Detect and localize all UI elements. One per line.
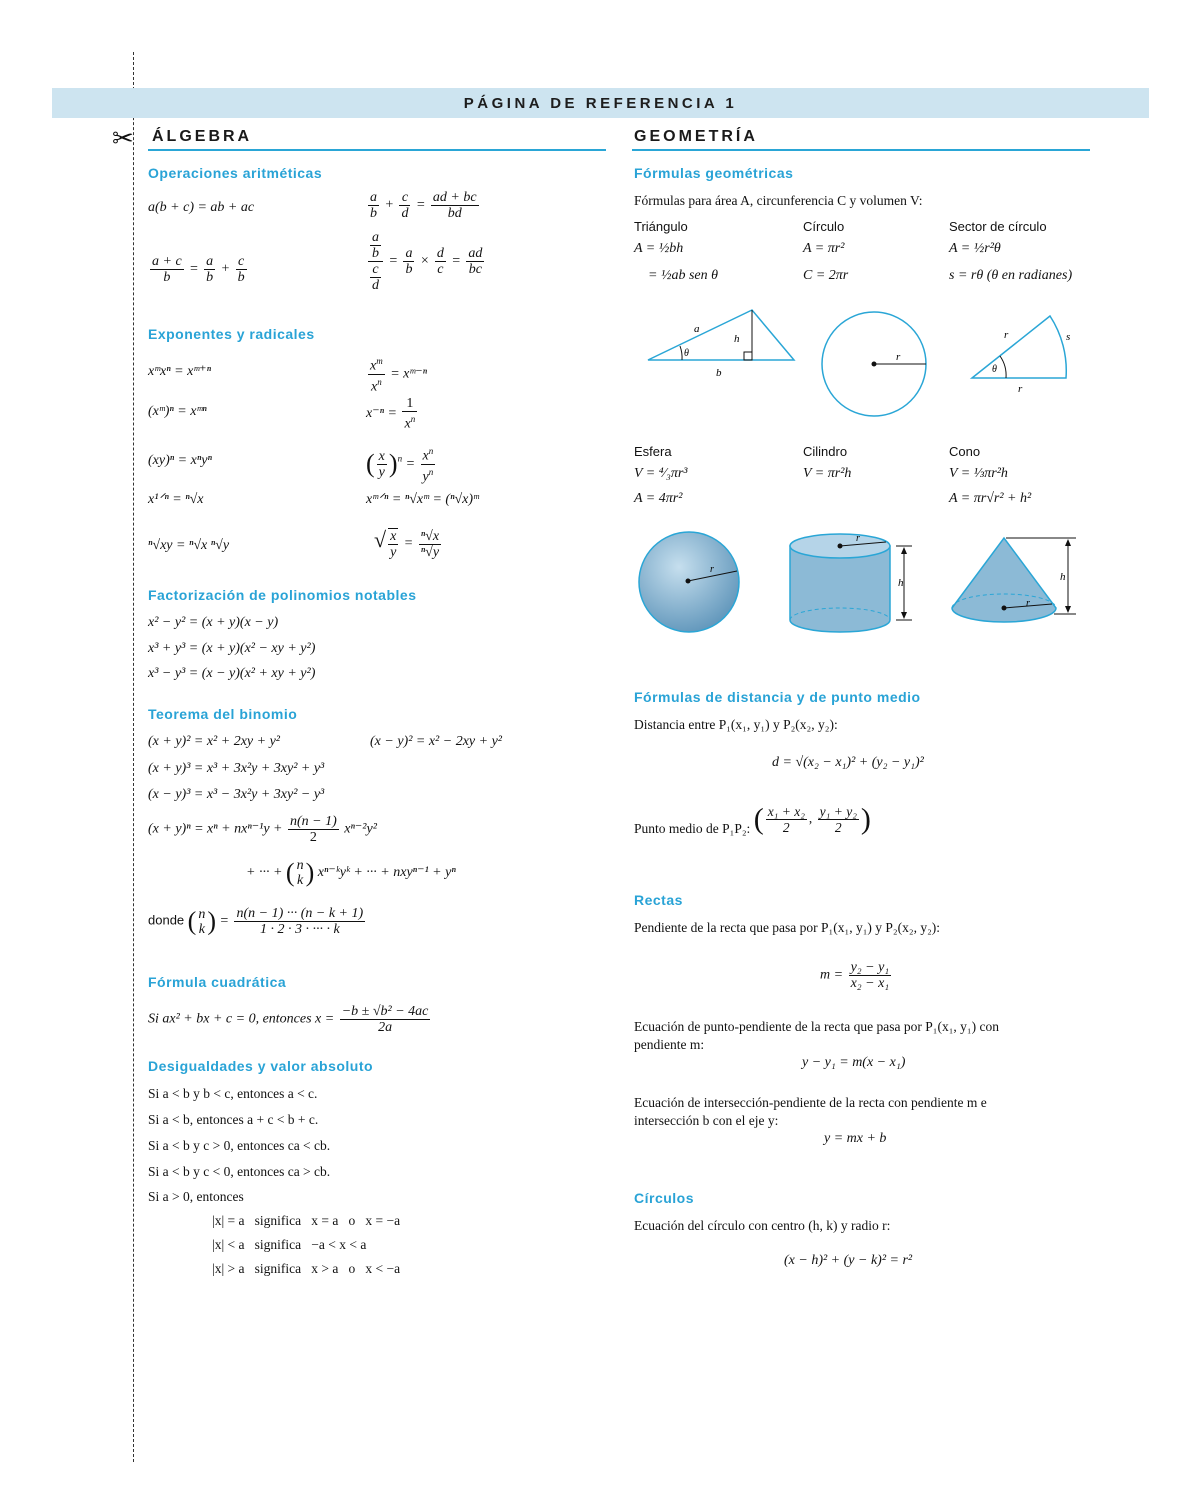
- ineq-heading: Desigualdades y valor absoluto: [148, 1058, 374, 1074]
- triangle-a-label: a: [694, 323, 700, 335]
- cone-h-label: h: [1060, 571, 1066, 583]
- ineq-l4: Si a < b y c < 0, entonces ca > cb.: [148, 1164, 331, 1179]
- fact-f2: x³ + y³ = (x + y)(x² − xy + y²): [148, 641, 316, 656]
- triangle-f2: = ½ab sen θ: [648, 268, 718, 283]
- fact-heading: Factorización de polinomios notables: [148, 587, 417, 603]
- triangle-h-label: h: [734, 333, 740, 345]
- sphere-f1: V = ⁴⁄₃πr³: [634, 466, 688, 481]
- cylinder-f1: V = πr²h: [803, 466, 852, 481]
- cone-h-arrowhead-top: [1065, 539, 1071, 546]
- sphere-f2: A = 4πr²: [634, 491, 683, 506]
- exp-f4: x⁻ⁿ = $\frac{1}{x^n}$: [366, 396, 416, 432]
- geometry-title: GEOMETRÍA: [634, 128, 758, 145]
- exp-f2: $\frac{x^m}{x^n}$ = xᵐ⁻ⁿ: [370, 356, 428, 395]
- binom-f1: (x + y)² = x² + 2xy + y²: [148, 734, 280, 749]
- arith-f3: $\frac{a + c}{b}$ = $\frac{a}{b}$ + $\frac{c}{b}$: [152, 254, 245, 285]
- ineq-r1: |x| = a significa x = a o x = −a: [212, 1213, 401, 1228]
- midpoint-formula: Punto medio de P₁P₂: ( $\frac{\text{x₁ + x₂}}{2}$ , $\frac{\text{y₁ + y₂}}{2}$ ): [634, 802, 871, 836]
- triangle-theta-label: θ: [684, 348, 689, 359]
- right-angle-mark: [744, 352, 752, 360]
- cylinder-h-label: h: [898, 577, 904, 589]
- scissors-icon: ✂: [112, 124, 134, 154]
- exp-f1: xᵐxⁿ = xᵐ⁺ⁿ: [148, 364, 211, 379]
- sector-r2-label: r: [1018, 383, 1023, 395]
- exp-f3: (xᵐ)ⁿ = xᵐⁿ: [148, 404, 207, 419]
- ineq-l2: Si a < b, entonces a + c < b + c.: [148, 1112, 319, 1127]
- sector-shape: [972, 316, 1066, 378]
- cylinder-label: Cilindro: [803, 444, 848, 459]
- lines-heading: Rectas: [634, 892, 683, 908]
- dist-heading: Fórmulas de distancia y de punto medio: [634, 689, 921, 705]
- ineq-l5: Si a > 0, entonces: [148, 1189, 244, 1204]
- circle-f2: C = 2πr: [803, 268, 849, 283]
- dist-intro: Distancia entre P₁(x₁, y₁) y P₂(x₂, y₂):: [634, 717, 838, 732]
- quad-f1: Si ax² + bx + c = 0, entonces x = $\frac{\text{−b ± √b² − 4ac}}{2a}$: [148, 1004, 429, 1035]
- binom-f3: (x + y)³ = x³ + 3x²y + 3xy² + y³: [148, 761, 325, 776]
- triangle-figure: [644, 302, 800, 382]
- binom-f5: (x + y)ⁿ = xⁿ + nxⁿ⁻¹y + $\frac{n(n - 1)}{2}$ xⁿ⁻²y²: [148, 814, 377, 845]
- sector-f2: s = rθ (θ en radianes): [949, 268, 1073, 283]
- fact-f3: x³ − y³ = (x − y)(x² + xy + y²): [148, 666, 316, 681]
- sector-theta-label: θ: [992, 364, 997, 375]
- arith-heading: Operaciones aritméticas: [148, 165, 323, 181]
- slope-formula: m = $\frac{\text{y₂ − y₁}}{\text{x₂ − x₁}}$: [820, 960, 890, 991]
- si-text1: Ecuación de intersección-pendiente de la recta con pendiente m e: [634, 1095, 987, 1110]
- circle-r-label: r: [896, 351, 901, 363]
- geometry-rule: [632, 149, 1090, 151]
- pp-formula: y − y₁ = m(x − x₁): [802, 1055, 906, 1070]
- cone-figure: [950, 532, 1082, 632]
- sector-f1: A = ½r²θ: [949, 241, 1001, 256]
- exp-f9: ⁿ√xy = ⁿ√x ⁿ√y: [148, 538, 230, 553]
- cone-f2: A = πr√r² + h²: [949, 491, 1032, 506]
- circles-intro: Ecuación del círculo con centro (h, k) y radio r:: [634, 1218, 891, 1233]
- circles-heading: Círculos: [634, 1190, 695, 1206]
- sector-s-label: s: [1066, 331, 1071, 343]
- triangle-label: Triángulo: [634, 219, 688, 234]
- lines-intro: Pendiente de la recta que pasa por P₁(x₁, y₁) y P₂(x₂, y₂):: [634, 920, 941, 935]
- triangle-f1: A = ½bh: [634, 241, 684, 256]
- sector-angle-arc: [1000, 356, 1006, 378]
- cone-f1: V = ⅓πr²h: [949, 466, 1008, 481]
- sector-r1-label: r: [1004, 329, 1009, 341]
- sphere-figure: [636, 528, 744, 636]
- sector-label: Sector de círculo: [949, 219, 1047, 234]
- pp-text1: Ecuación de punto-pendiente de la recta que pasa por P₁(x₁, y₁) con: [634, 1019, 999, 1034]
- cone-label: Cono: [949, 444, 981, 459]
- cylinder-h-arrowhead-top: [901, 547, 907, 554]
- si-text2: intersección b con el eje y:: [634, 1113, 779, 1128]
- triangle-angle-arc: [680, 346, 682, 360]
- banner-title: PÁGINA DE REFERENCIA 1: [463, 95, 738, 112]
- circle-f1: A = πr²: [803, 241, 845, 256]
- circles-formula: (x − h)² + (y − k)² = r²: [784, 1253, 913, 1268]
- circle-label: Círculo: [803, 219, 845, 234]
- exp-f6: ( $\frac{x}{y}$ )$^n$ = $\frac{x^n}{y^n}$: [366, 446, 434, 485]
- ineq-r2: |x| < a significa −a < x < a: [212, 1237, 367, 1252]
- quad-heading: Fórmula cuadrática: [148, 974, 287, 990]
- sector-figure: [966, 308, 1078, 398]
- binom-f4: (x − y)³ = x³ − 3x²y + 3xy² − y³: [148, 787, 325, 802]
- reference-banner: [52, 88, 1149, 118]
- triangle-shape: [648, 310, 794, 360]
- pp-text2: pendiente m:: [634, 1037, 705, 1052]
- cylinder-h-arrowhead-bottom: [901, 612, 907, 619]
- ineq-r3: |x| > a significa x > a o x < −a: [212, 1261, 401, 1276]
- formulas-heading: Fórmulas geométricas: [634, 165, 794, 181]
- circle-figure: [818, 308, 930, 420]
- algebra-title: ÁLGEBRA: [152, 128, 253, 145]
- algebra-rule: [148, 149, 606, 151]
- sphere-label: Esfera: [634, 444, 672, 459]
- ineq-l1: Si a < b y b < c, entonces a < c.: [148, 1086, 318, 1101]
- binom-f2: (x − y)² = x² − 2xy + y²: [370, 734, 502, 749]
- triangle-b-label: b: [716, 367, 722, 379]
- si-formula: y = mx + b: [824, 1131, 887, 1146]
- arith-f4: $\frac{\frac{a}{b}}{\frac{c}{d}}$ = $\frac{a}{b}$ × $\frac{d}{c}$ = $\frac{ad}{bc}$: [366, 230, 486, 293]
- exp-f10: √ $\frac{x}{y}$ = $\frac{\text{ⁿ√x}}{\text{ⁿ√y}}$: [374, 527, 440, 560]
- binom-f7: donde ( n k ) = $\frac{n(n - 1) \cdot\cdot\cdot (n - k + 1)}{1 \cdot 2 \cdot 3 \cdot \cdot\cdot\cdot \cdot k}$: [148, 906, 364, 937]
- cut-line: [133, 52, 134, 1462]
- arith-f2: $\frac{a}{b}$ + $\frac{c}{d}$ = $\frac{ad + bc}{bd}$: [370, 190, 477, 221]
- binom-heading: Teorema del binomio: [148, 706, 298, 722]
- exp-heading: Exponentes y radicales: [148, 326, 315, 342]
- cone-r-label: r: [1026, 598, 1030, 609]
- arith-f1: a(b + c) = ab + ac: [148, 200, 255, 215]
- dist-f1: d = √(x₂ − x₁)² + (y₂ − y₁)²: [772, 755, 924, 770]
- binom-f6: + ··· + ( n k ) xⁿ⁻ᵏyᵏ + ··· + nxyⁿ⁻¹ + yⁿ: [246, 858, 456, 888]
- fact-f1: x² − y² = (x + y)(x − y): [148, 615, 279, 630]
- formulas-intro: Fórmulas para área A, circunferencia C y volumen V:: [634, 193, 923, 208]
- cone-h-arrowhead-bottom: [1065, 606, 1071, 613]
- exp-f7: x¹ᐟⁿ = ⁿ√x: [148, 492, 204, 507]
- exp-f8: xᵐᐟⁿ = ⁿ√xᵐ = (ⁿ√x)ᵐ: [366, 492, 479, 507]
- cylinder-figure: [786, 530, 920, 636]
- sphere-r-label: r: [710, 564, 714, 575]
- exp-f5: (xy)ⁿ = xⁿyⁿ: [148, 453, 212, 468]
- cylinder-r-label: r: [856, 533, 860, 544]
- cylinder-body: [790, 546, 890, 632]
- ineq-l3: Si a < b y c > 0, entonces ca < cb.: [148, 1138, 331, 1153]
